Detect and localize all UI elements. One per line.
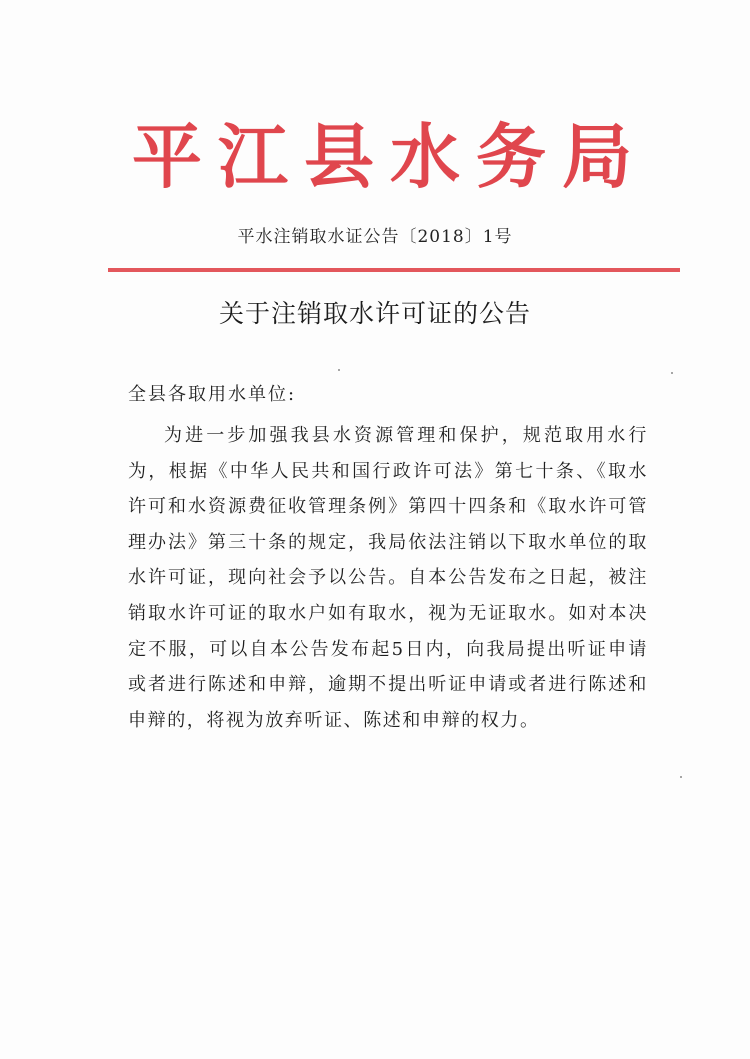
notice-title: 关于注销取水许可证的公告 — [218, 299, 531, 328]
notice-body-paragraph: 为进一步加强我县水资源管理和保护，规范取用水行为，根据《中华人民共和国行政许可法》第七十条、《取水许可和水资源费征收管理条例》第四十四条和《取水许可管理办法》第三十条的规定，我局依法注销以下取水单位的取水许可证，现向社会予以公告。自本公告发布之日起，被注销取水许可证的取水户如有取水，视为无证取水。如对本决定不服，可以自本公告发布起5日内，向我局提出听证申请或者进行陈述和申辩，逾期不提出听证申请或者进行陈述和申辩的，将视为放弃听证、陈述和申辩的权力。 — [128, 425, 648, 731]
scan-speck — [680, 776, 682, 778]
salutation: 全县各取用水单位: — [128, 384, 297, 405]
scan-speck — [338, 369, 340, 371]
agency-name-heading: 平江县水务局 — [132, 115, 648, 198]
red-divider-line — [108, 268, 680, 272]
scan-speck — [671, 372, 673, 374]
document-number: 平水注销取水证公告〔2018〕1号 — [237, 227, 513, 247]
